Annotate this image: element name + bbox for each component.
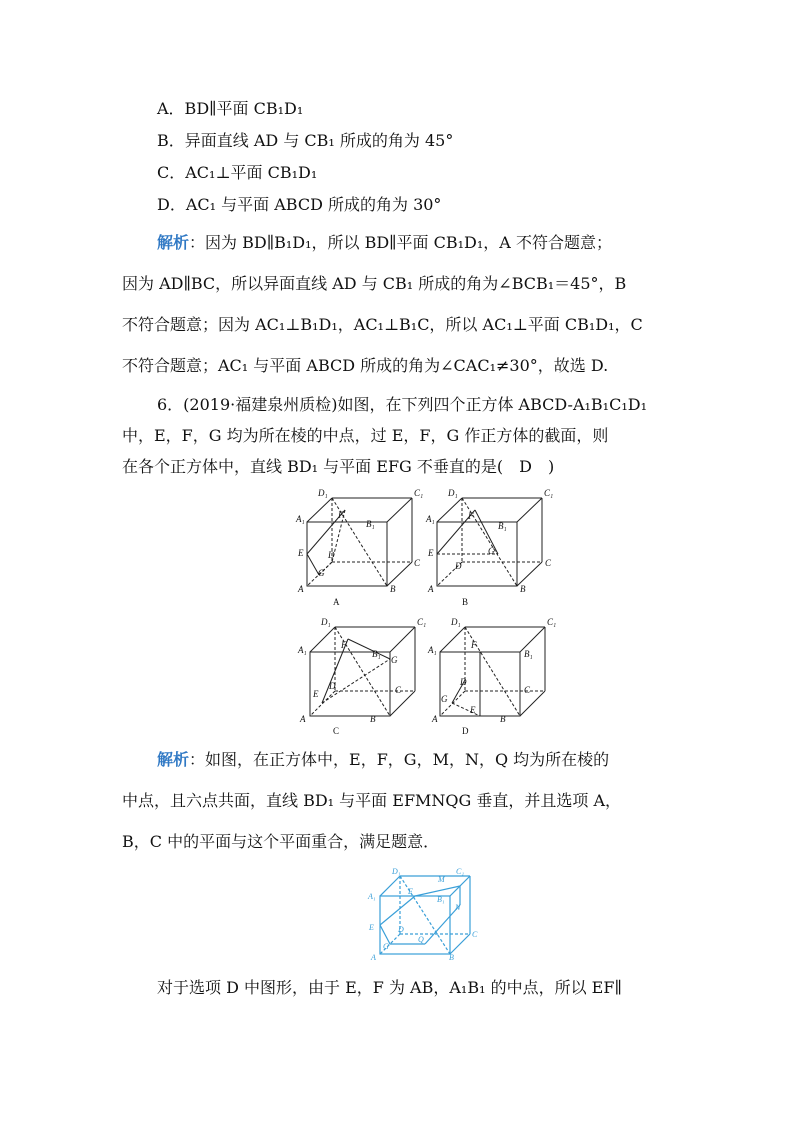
cube-b-label-a1: A₁ xyxy=(426,514,435,524)
option-a: A．BD∥平面 CB₁D₁ xyxy=(157,99,304,118)
blue-label-g: G xyxy=(383,942,389,951)
cube-a-edges xyxy=(307,498,412,586)
blue-label-a1: A₁ xyxy=(368,892,376,901)
cube-a-label-f: F xyxy=(338,510,344,520)
cube-c-label-a1: A₁ xyxy=(298,645,307,655)
cube-d-label-d: D xyxy=(460,677,467,687)
cube-c-caption: C xyxy=(333,726,340,736)
cube-c-label-b1: B₁ xyxy=(372,649,381,659)
cube-b-label-e: E xyxy=(428,548,434,558)
cube-a-label-a: A xyxy=(298,584,304,594)
cube-b-label-f: F xyxy=(468,511,474,521)
analysis-1-line-3: 不符合题意；因为 AC₁⊥B₁D₁，AC₁⊥B₁C，所以 AC₁⊥平面 CB₁D₁，C xyxy=(122,315,643,334)
analysis-2-line-2: 中点，且六点共面，直线 BD₁ 与平面 EFMNQG 垂直，并且选项 A， xyxy=(122,791,622,810)
cube-d-label-c: C xyxy=(524,685,531,695)
blue-label-a: A xyxy=(371,953,376,962)
cube-a-label-d1: D₁ xyxy=(318,488,328,498)
cube-a-label-e: E xyxy=(298,548,304,558)
cube-d-caption: D xyxy=(462,726,469,736)
cube-d-label-d1: D₁ xyxy=(451,617,461,627)
blue-label-b1: B₁ xyxy=(437,895,445,904)
question-6-line-3: 在各个正方体中，直线 BD₁ 与平面 EFG 不垂直的是( D ) xyxy=(122,457,555,476)
cube-c-label-c1: C₁ xyxy=(417,617,427,627)
cube-b-label-c: C xyxy=(545,558,552,568)
cube-c-label-a: A xyxy=(300,714,306,724)
cube-b-label-b1: B₁ xyxy=(498,521,507,531)
option-c: C．AC₁⊥平面 CB₁D₁ xyxy=(157,163,318,182)
cube-a-label-g: G xyxy=(318,568,325,578)
question-6-line-1: 6．(2019·福建泉州质检)如图，在下列四个正方体 ABCD-A₁B₁C₁D₁ xyxy=(157,395,647,414)
cube-d-label-a1: A₁ xyxy=(428,645,437,655)
cube-a-label-c: C xyxy=(414,558,421,568)
cube-d-edges xyxy=(440,627,545,716)
blue-label-b: B xyxy=(449,953,454,962)
analysis-2-label: 解析 xyxy=(157,750,190,769)
cube-b-label-g: G xyxy=(488,546,495,556)
cube-d-label-g: G xyxy=(441,694,448,704)
cube-c-label-f: F xyxy=(341,640,347,650)
blue-label-f: F xyxy=(408,887,413,896)
blue-label-d1: D₁ xyxy=(392,867,401,876)
cube-c-edges xyxy=(310,627,415,716)
final-line: 对于选项 D 中图形，由于 E，F 为 AB，A₁B₁ 的中点，所以 EF∥ xyxy=(157,978,622,997)
cube-c-label-c: C xyxy=(395,685,402,695)
blue-label-c1: C₁ xyxy=(456,867,465,876)
blue-label-d: D xyxy=(398,925,404,934)
option-b: B．异面直线 AD 与 CB₁ 所成的角为 45° xyxy=(157,131,454,150)
blue-label-q: Q xyxy=(418,935,424,944)
question-6-line-2: 中，E，F，G 均为所在棱的中点，过 E，F，G 作正方体的截面，则 xyxy=(122,426,609,445)
cube-a-label-b: B xyxy=(390,584,396,594)
analysis-label: 解析 xyxy=(157,233,190,252)
analysis-1-line-2: 因为 AD∥BC，所以异面直线 AD 与 CB₁ 所成的角为∠BCB₁＝45°，B xyxy=(122,274,627,293)
cube-d-label-a: A xyxy=(432,714,438,724)
cube-d-label-b: B xyxy=(500,714,506,724)
option-d: D．AC₁ 与平面 ABCD 所成的角为 30° xyxy=(157,195,442,214)
cube-a-label-d: D xyxy=(328,550,335,560)
cube-b-label-d: D xyxy=(455,561,462,571)
cube-d-label-b1: B₁ xyxy=(524,649,533,659)
analysis-1-line-1 xyxy=(157,233,612,253)
cube-c-label-b: B xyxy=(370,714,376,724)
cube-b-edges xyxy=(437,498,542,586)
analysis-2-line-1 xyxy=(157,750,609,770)
cube-d-label-e: E xyxy=(470,705,476,715)
analysis-2-text: ：如图，在正方体中，E，F，G，M，N，Q 均为所在棱的 xyxy=(189,750,610,769)
cube-a-label-b1: B₁ xyxy=(366,519,375,529)
cube-b-label-b: B xyxy=(520,584,526,594)
cube-a-label-a1: A₁ xyxy=(296,514,305,524)
analysis-text: ：因为 BD∥B₁D₁，所以 BD∥平面 CB₁D₁，A 不符合题意； xyxy=(189,233,612,252)
blue-label-n: N xyxy=(455,903,461,912)
cube-c-label-d: D xyxy=(329,681,336,691)
analysis-2-line-3: B，C 中的平面与这个平面重合，满足题意． xyxy=(122,832,440,851)
cube-c-label-e: E xyxy=(313,689,319,699)
cube-b-label-c1: C₁ xyxy=(544,488,554,498)
cube-b-label-a: A xyxy=(428,584,434,594)
cube-b-label-d1: D₁ xyxy=(448,488,458,498)
cube-b-caption: B xyxy=(462,597,469,607)
blue-label-c: C xyxy=(472,930,478,939)
blue-label-m: M xyxy=(438,875,445,884)
cube-a-label-c1: C₁ xyxy=(414,488,424,498)
cube-c-label-d1: D₁ xyxy=(321,617,331,627)
cube-d-label-f: F xyxy=(471,640,477,650)
blue-label-e: E xyxy=(369,923,374,932)
analysis-1-line-4: 不符合题意；AC₁ 与平面 ABCD 所成的角为∠CAC₁≠30°，故选 D. xyxy=(122,356,609,375)
cube-a-caption: A xyxy=(333,597,340,607)
cube-c-label-g: G xyxy=(391,655,398,665)
cube-d-label-c1: C₁ xyxy=(547,617,557,627)
